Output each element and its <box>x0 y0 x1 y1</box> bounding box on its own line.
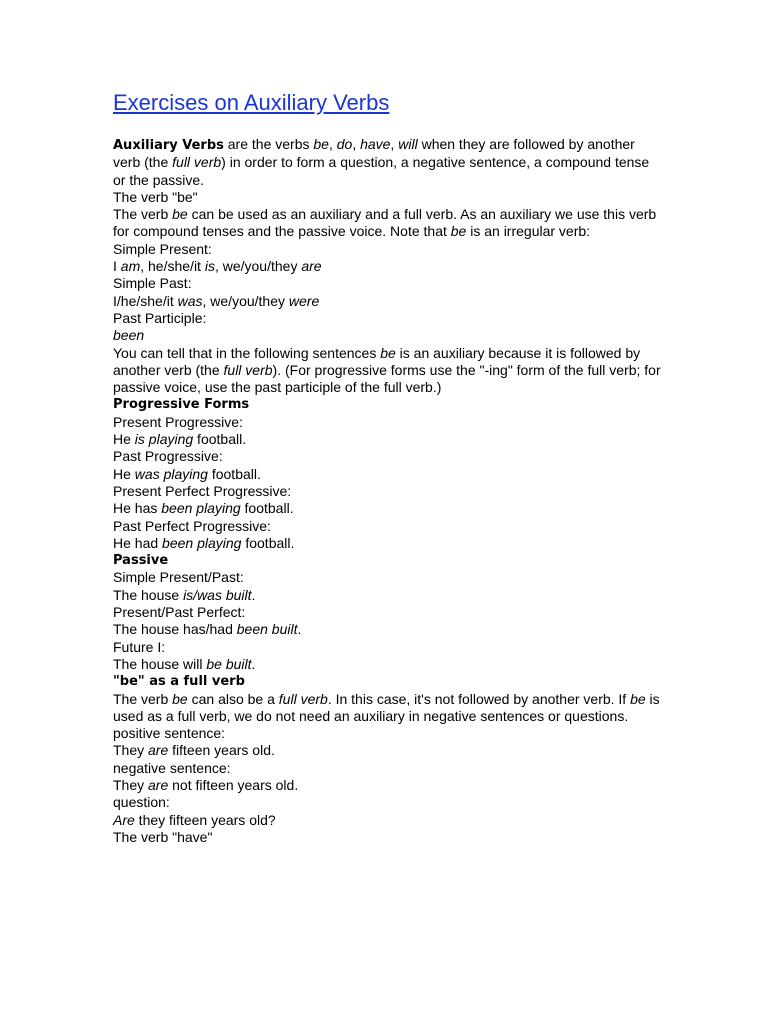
positive-example <box>113 742 663 759</box>
ex-verb: was playing <box>134 465 208 482</box>
spast-text-2: , we/you/they <box>202 292 289 309</box>
intro-term: Auxiliary Verbs <box>113 138 224 153</box>
future-example <box>113 656 663 673</box>
sp-text-2: , he/she/it <box>140 258 205 275</box>
spast-were: were <box>288 292 320 309</box>
ex-text: not fifteen years old. <box>168 776 299 793</box>
aux-full-verb: full verb <box>223 361 273 378</box>
ex-text: They <box>113 776 149 793</box>
ex-verb: are <box>148 742 169 759</box>
simple-past-forms <box>113 293 663 310</box>
negative-label: negative sentence: <box>113 759 231 776</box>
be-heading: The verb "be" <box>113 188 198 205</box>
fv-text-4: is used as a full verb, we do not need an auxiliary in negative sentences or questions. <box>113 690 660 724</box>
intro-do: do <box>336 136 353 152</box>
present-perfect-progressive-label: Present Perfect Progressive: <box>113 482 292 499</box>
fv-text-3: . In this case, it's not followed by another verb. If <box>327 690 631 707</box>
simple-present-past-example <box>113 587 663 604</box>
question-label: question: <box>113 794 170 811</box>
aux-be: be <box>380 344 396 361</box>
page-title-link[interactable]: Exercises on Auxiliary Verbs <box>113 90 390 115</box>
present-past-perfect-example <box>113 621 663 638</box>
intro-paragraph <box>113 136 663 189</box>
intro-be: be <box>313 136 329 152</box>
present-progressive-label: Present Progressive: <box>113 413 243 430</box>
intro-have: have <box>360 136 391 152</box>
be-para-text-2: can be used as an auxiliary and a full verb. As an auxiliary we use this verb for compound tenses and the passive voice. Note that <box>113 206 657 240</box>
intro-full-verb: full verb <box>172 154 222 171</box>
ex-text: He <box>113 465 135 482</box>
sp-are: are <box>301 258 322 275</box>
intro-text-3: ) in order to form a question, a negative sentence, a compound tense or the passive. <box>113 154 650 188</box>
ex-text: football. <box>241 534 295 551</box>
full-verb-heading: "be" as a full verb <box>113 674 245 690</box>
ex-text: . <box>297 621 302 638</box>
present-perfect-progressive-example <box>113 500 663 517</box>
document-body <box>113 89 663 846</box>
ex-verb: Are <box>113 811 135 828</box>
past-progressive-example <box>113 466 663 483</box>
sp-am: am <box>120 258 141 275</box>
be-para-text-1: The verb <box>113 206 173 223</box>
present-progressive-example <box>113 431 663 448</box>
ex-text: . <box>251 586 256 603</box>
intro-comma-3: , <box>390 136 399 152</box>
fv-full-verb: full verb <box>278 690 328 707</box>
negative-example <box>113 777 663 794</box>
progressive-heading: Progressive Forms <box>113 397 250 413</box>
ex-text: He has <box>113 500 162 517</box>
intro-will: will <box>398 136 418 152</box>
past-participle-form: been <box>113 327 145 344</box>
spast-was: was <box>177 292 203 309</box>
sp-is: is <box>204 258 215 275</box>
fv-be-1: be <box>172 690 188 707</box>
ex-text: football. <box>240 500 294 517</box>
past-progressive-label: Past Progressive: <box>113 448 223 465</box>
ex-text: They <box>113 742 149 759</box>
ex-text: The house will <box>113 655 207 672</box>
simple-present-past-label: Simple Present/Past: <box>113 569 244 586</box>
sp-text-3: , we/you/they <box>214 258 302 275</box>
be-para-text-3: is an irregular verb: <box>466 223 591 240</box>
ex-text: fifteen years old. <box>168 742 275 759</box>
ex-verb: is/was built <box>183 586 252 603</box>
ex-text: He <box>113 431 135 448</box>
ex-text: . <box>251 655 256 672</box>
aux-text-2: is an auxiliary because it is followed by another verb (the <box>113 344 641 378</box>
future-label: Future I: <box>113 638 166 655</box>
ex-verb: are <box>148 776 169 793</box>
ex-verb: been playing <box>161 500 241 517</box>
full-verb-paragraph <box>113 691 663 726</box>
intro-comma-1: , <box>328 136 337 152</box>
intro-comma-2: , <box>352 136 361 152</box>
past-perfect-progressive-label: Past Perfect Progressive: <box>113 517 271 534</box>
question-example <box>113 812 663 829</box>
be-para-be-2: be <box>450 223 467 240</box>
fv-text-2: can also be a <box>187 690 279 707</box>
fv-be-2: be <box>630 690 646 707</box>
ex-verb: is playing <box>134 431 194 448</box>
sp-text-1: I <box>113 258 121 275</box>
ex-text: they fifteen years old? <box>134 811 276 828</box>
simple-present-forms <box>113 258 663 275</box>
ex-verb: be built <box>206 655 252 672</box>
simple-present-label: Simple Present: <box>113 240 212 257</box>
be-para-be-1: be <box>172 206 188 223</box>
have-heading: The verb "have" <box>113 828 213 845</box>
ex-text: The house <box>113 586 184 603</box>
passive-heading: Passive <box>113 553 169 569</box>
past-participle-label: Past Participle: <box>113 309 207 326</box>
ex-text: The house has/had <box>113 621 237 638</box>
be-paragraph <box>113 206 663 241</box>
present-past-perfect-label: Present/Past Perfect: <box>113 604 246 621</box>
aux-text-1: You can tell that in the following sentences <box>113 344 381 361</box>
spast-text-1: I/he/she/it <box>113 292 178 309</box>
fv-text-1: The verb <box>113 690 173 707</box>
past-perfect-progressive-example <box>113 535 663 552</box>
ex-verb: been built <box>236 621 298 638</box>
intro-text-1: are the verbs <box>223 136 314 152</box>
simple-past-label: Simple Past: <box>113 275 192 292</box>
aux-paragraph <box>113 345 663 397</box>
ex-verb: been playing <box>162 534 242 551</box>
positive-label: positive sentence: <box>113 725 226 742</box>
ex-text: football. <box>207 465 261 482</box>
ex-text: He had <box>113 534 163 551</box>
ex-text: football. <box>193 431 247 448</box>
aux-text-3: ). (For progressive forms use the "-ing" form of the full verb; for passive voice, use the past participle of the full verb.) <box>113 361 661 396</box>
intro-text-2: when they are followed by another verb (the <box>113 136 635 171</box>
